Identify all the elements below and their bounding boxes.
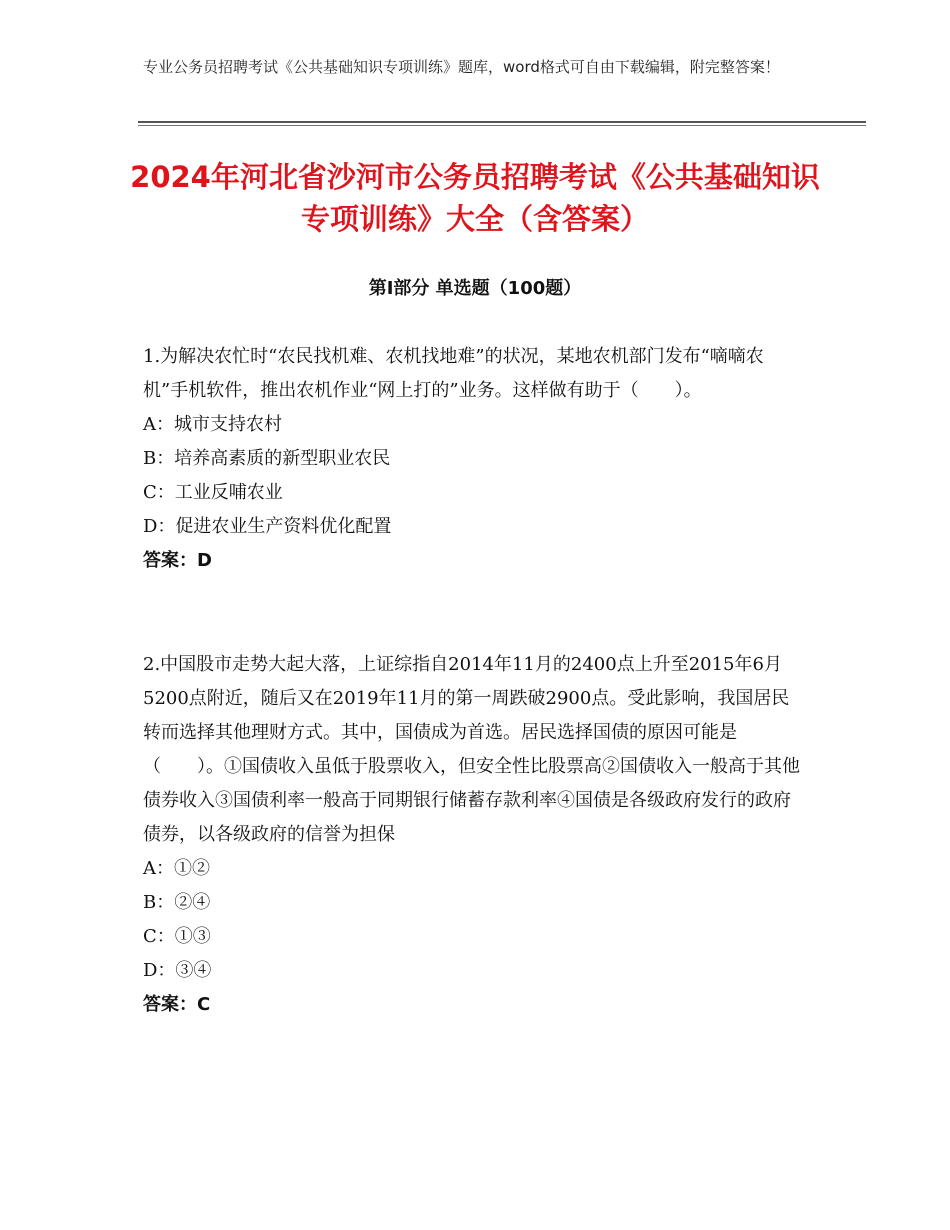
option-c: C：①③: [143, 926, 211, 947]
question-stem: 1.为解决农忙时“农民找机难、农机找地难”的状况，某地农机部门发布“嘀嘀农机”手机软件，推出农机作业“网上打的”业务。这样做有助于（ ）。: [143, 346, 764, 401]
option-b: B：培养高素质的新型职业农民: [143, 448, 391, 469]
header-divider-thick: [138, 121, 866, 123]
section-heading: 第Ⅰ部分 单选题（100题）: [368, 278, 582, 299]
answer-line: 答案：D: [143, 550, 212, 571]
option-a: A：城市支持农村: [143, 414, 282, 435]
answer-line: 答案：C: [143, 994, 211, 1015]
header-note: 专业公务员招聘考试《公共基础知识专项训练》题库，word格式可自由下载编辑，附完整答案！: [143, 58, 780, 76]
question-item: [143, 340, 803, 578]
header-divider-thin: [138, 125, 866, 126]
question-stem: 2.中国股市走势大起大落，上证综指自2014年11月的2400点上升至2015年6月5200点附近，随后又在2019年11月的第一周跌破2900点。受此影响，我国居民转而选择其他理财方式。其中，国债成为首选。居民选择国债的原因可能是（ ）。①国债收入虽低于股票收入，但安全性比股票高②国债收入一般高于其他债券收入③国债利率一般高于同期银行储蓄存款利率④国债是各级政府发行的政府债券，以各级政府的信誉为担保: [143, 654, 800, 845]
option-d: D：促进农业生产资料优化配置: [143, 516, 392, 537]
document-title: 2024年河北省沙河市公务员招聘考试《公共基础知识专项训练》大全（含答案）: [130, 160, 820, 236]
option-d: D：③④: [143, 960, 212, 981]
option-c: C：工业反哺农业: [143, 482, 283, 503]
option-b: B：②④: [143, 892, 211, 913]
option-a: A：①②: [143, 858, 210, 879]
question-item: [143, 648, 803, 1022]
